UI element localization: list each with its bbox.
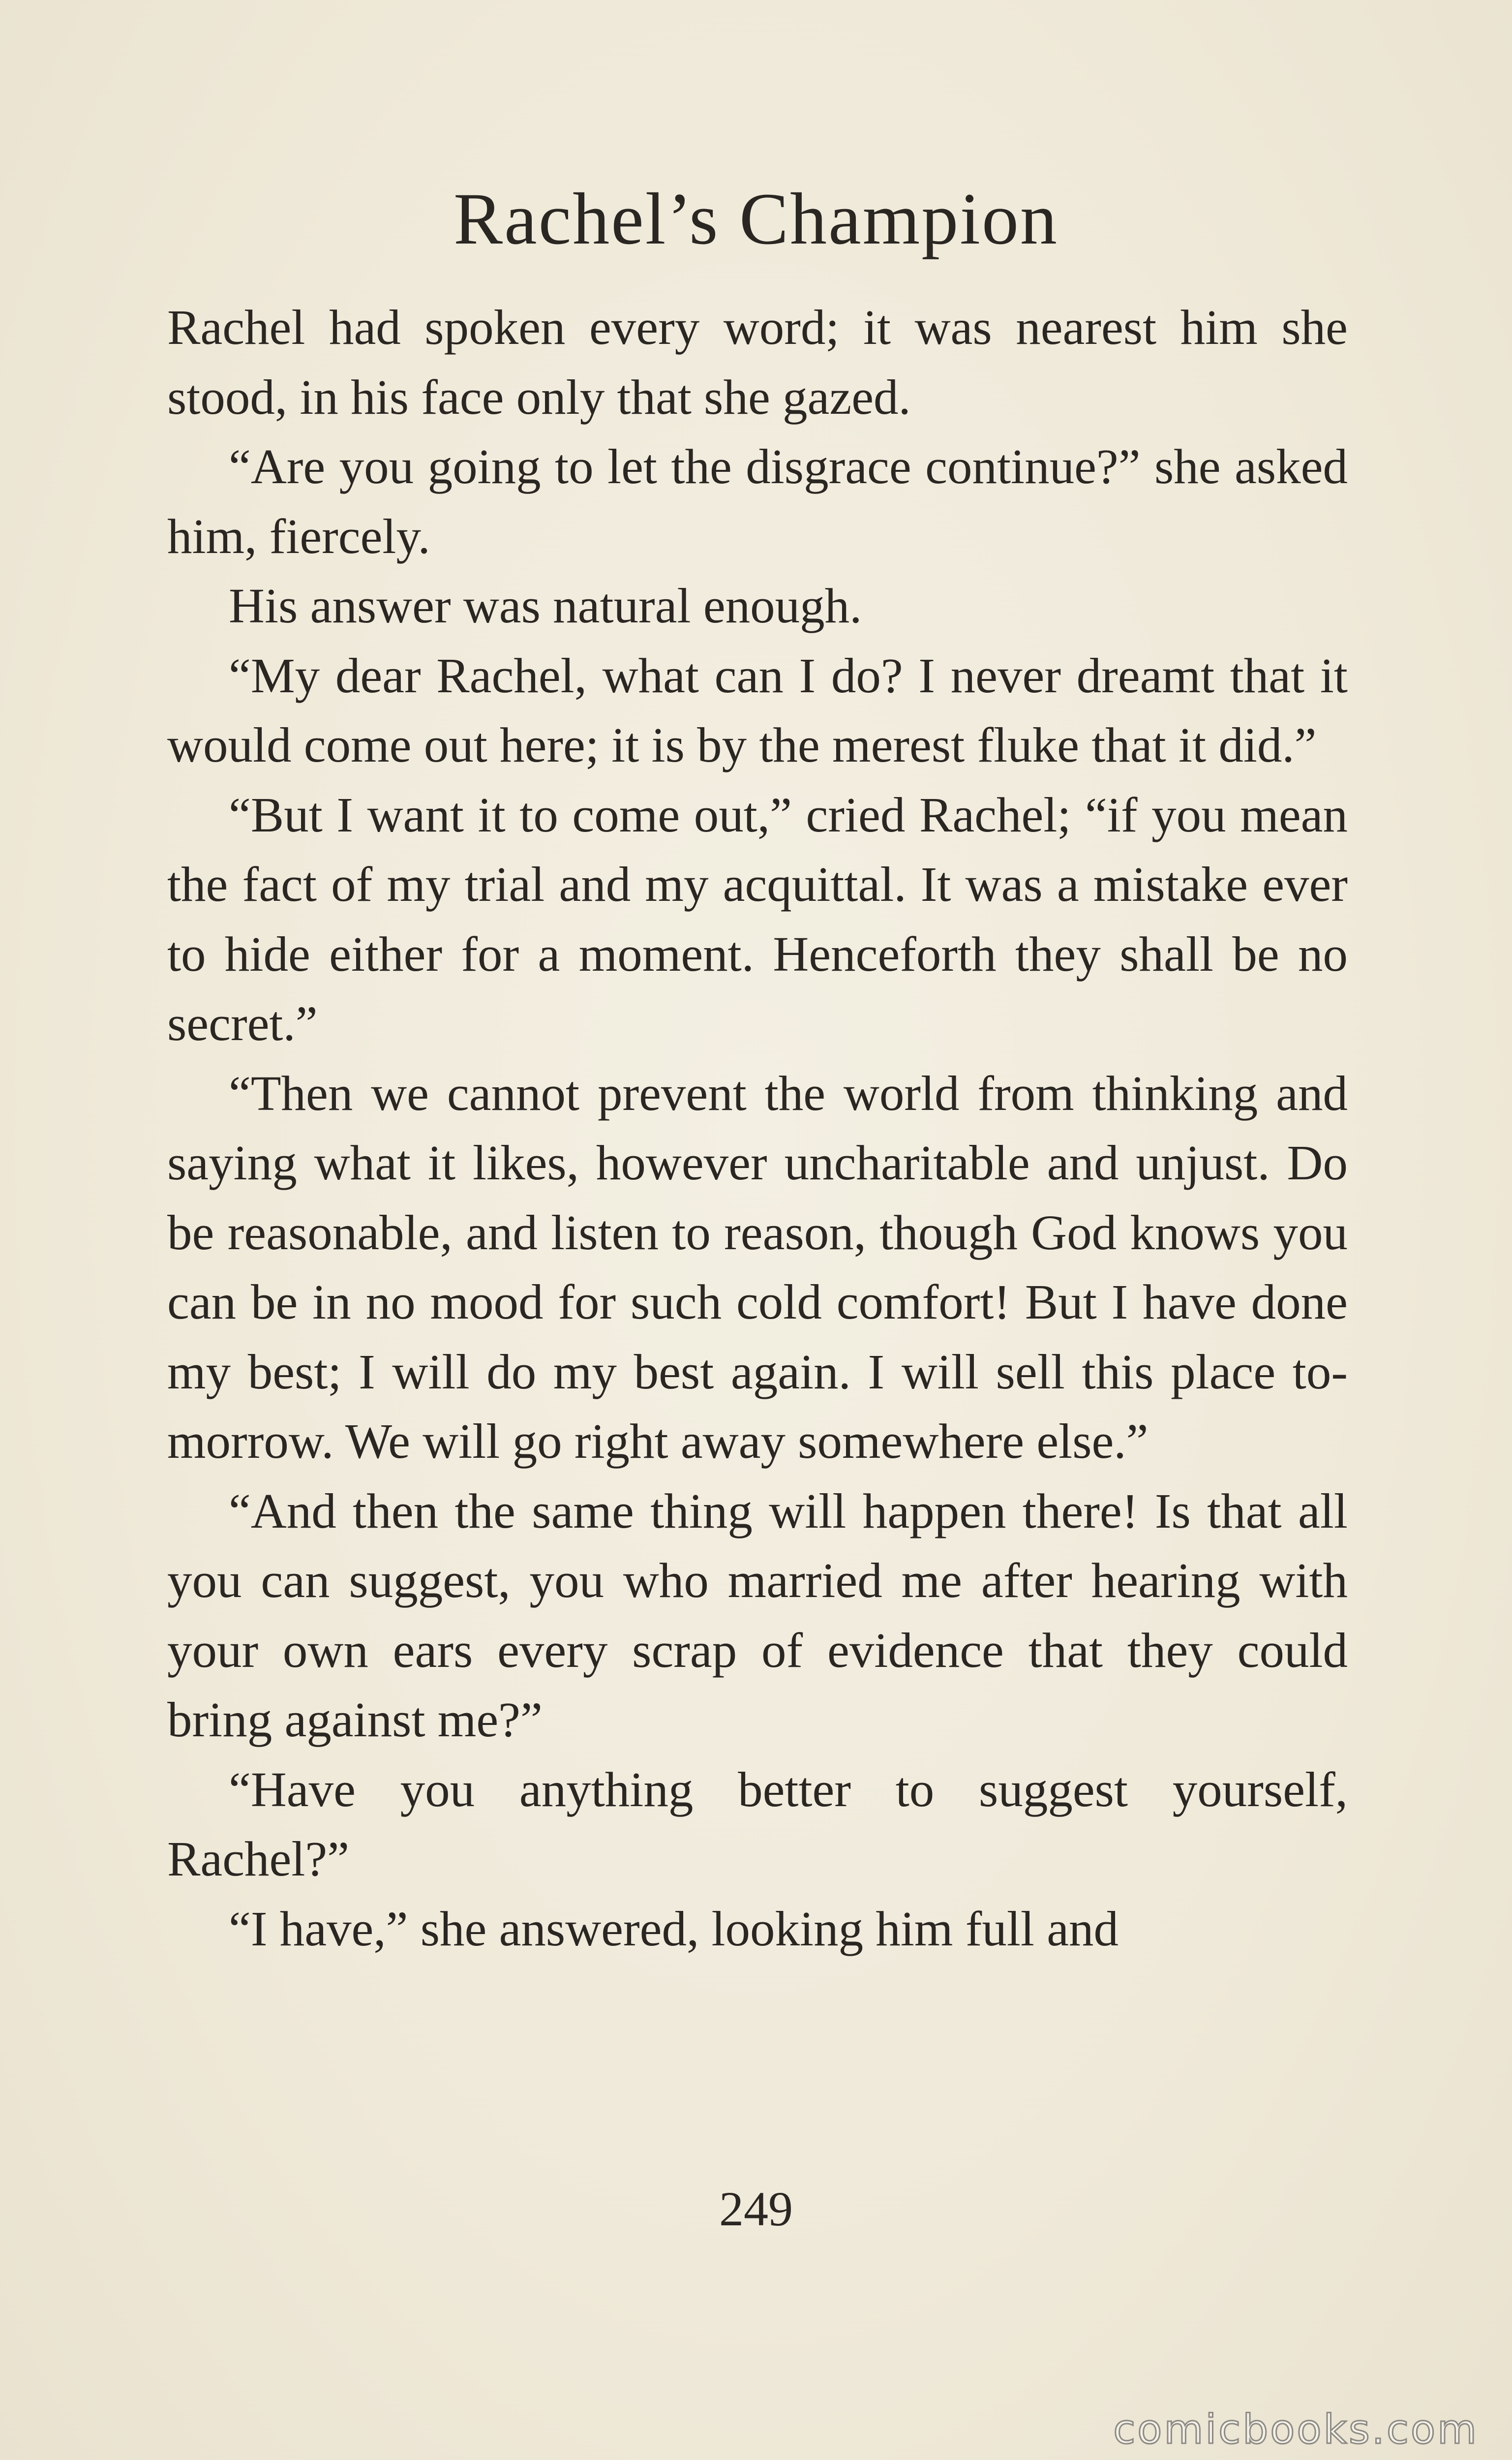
running-head: Rachel’s Champion	[454, 178, 1058, 260]
paragraph: “Are you going to let the disgrace continue?” she asked him, fiercely.	[167, 439, 1348, 564]
site-watermark: comicbooks.com	[1113, 2406, 1479, 2453]
paragraph: His answer was natural enough.	[229, 578, 862, 633]
paragraph: “But I want it to come out,” cried Rachel; “if you mean the fact of my trial and my acquittal. It was a mistake ever to hide either for a moment. Henceforth they shall be no secret.”	[167, 787, 1348, 1051]
paragraph: “Have you anything better to suggest yourself, Rachel?”	[167, 1761, 1348, 1886]
paragraph: Rachel had spoken every word; it was nearest him she stood, in his face only that she gazed.	[167, 300, 1348, 425]
paragraph: “My dear Rachel, what can I do? I never dreamt that it would come out here; it is by the merest fluke that it did.”	[167, 647, 1348, 772]
paragraph: “Then we cannot prevent the world from thinking and saying what it likes, however uncharitable and unjust. Do be reasonable, and listen to reason, though God knows you can be in no mood for such cold comfort! But I have done my best; I will do my best again. I will sell this place to-morrow. We will go right away somewhere else.”	[167, 1065, 1348, 1469]
body-text	[167, 293, 1348, 1964]
paragraph: “And then the same thing will happen there! Is that all you can suggest, you who married me after hearing with your own ears every scrap of evidence that they could bring against me?”	[167, 1483, 1348, 1747]
paragraph: “I have,” she answered, looking him full and	[229, 1901, 1119, 1956]
page-number: 249	[719, 2182, 793, 2236]
